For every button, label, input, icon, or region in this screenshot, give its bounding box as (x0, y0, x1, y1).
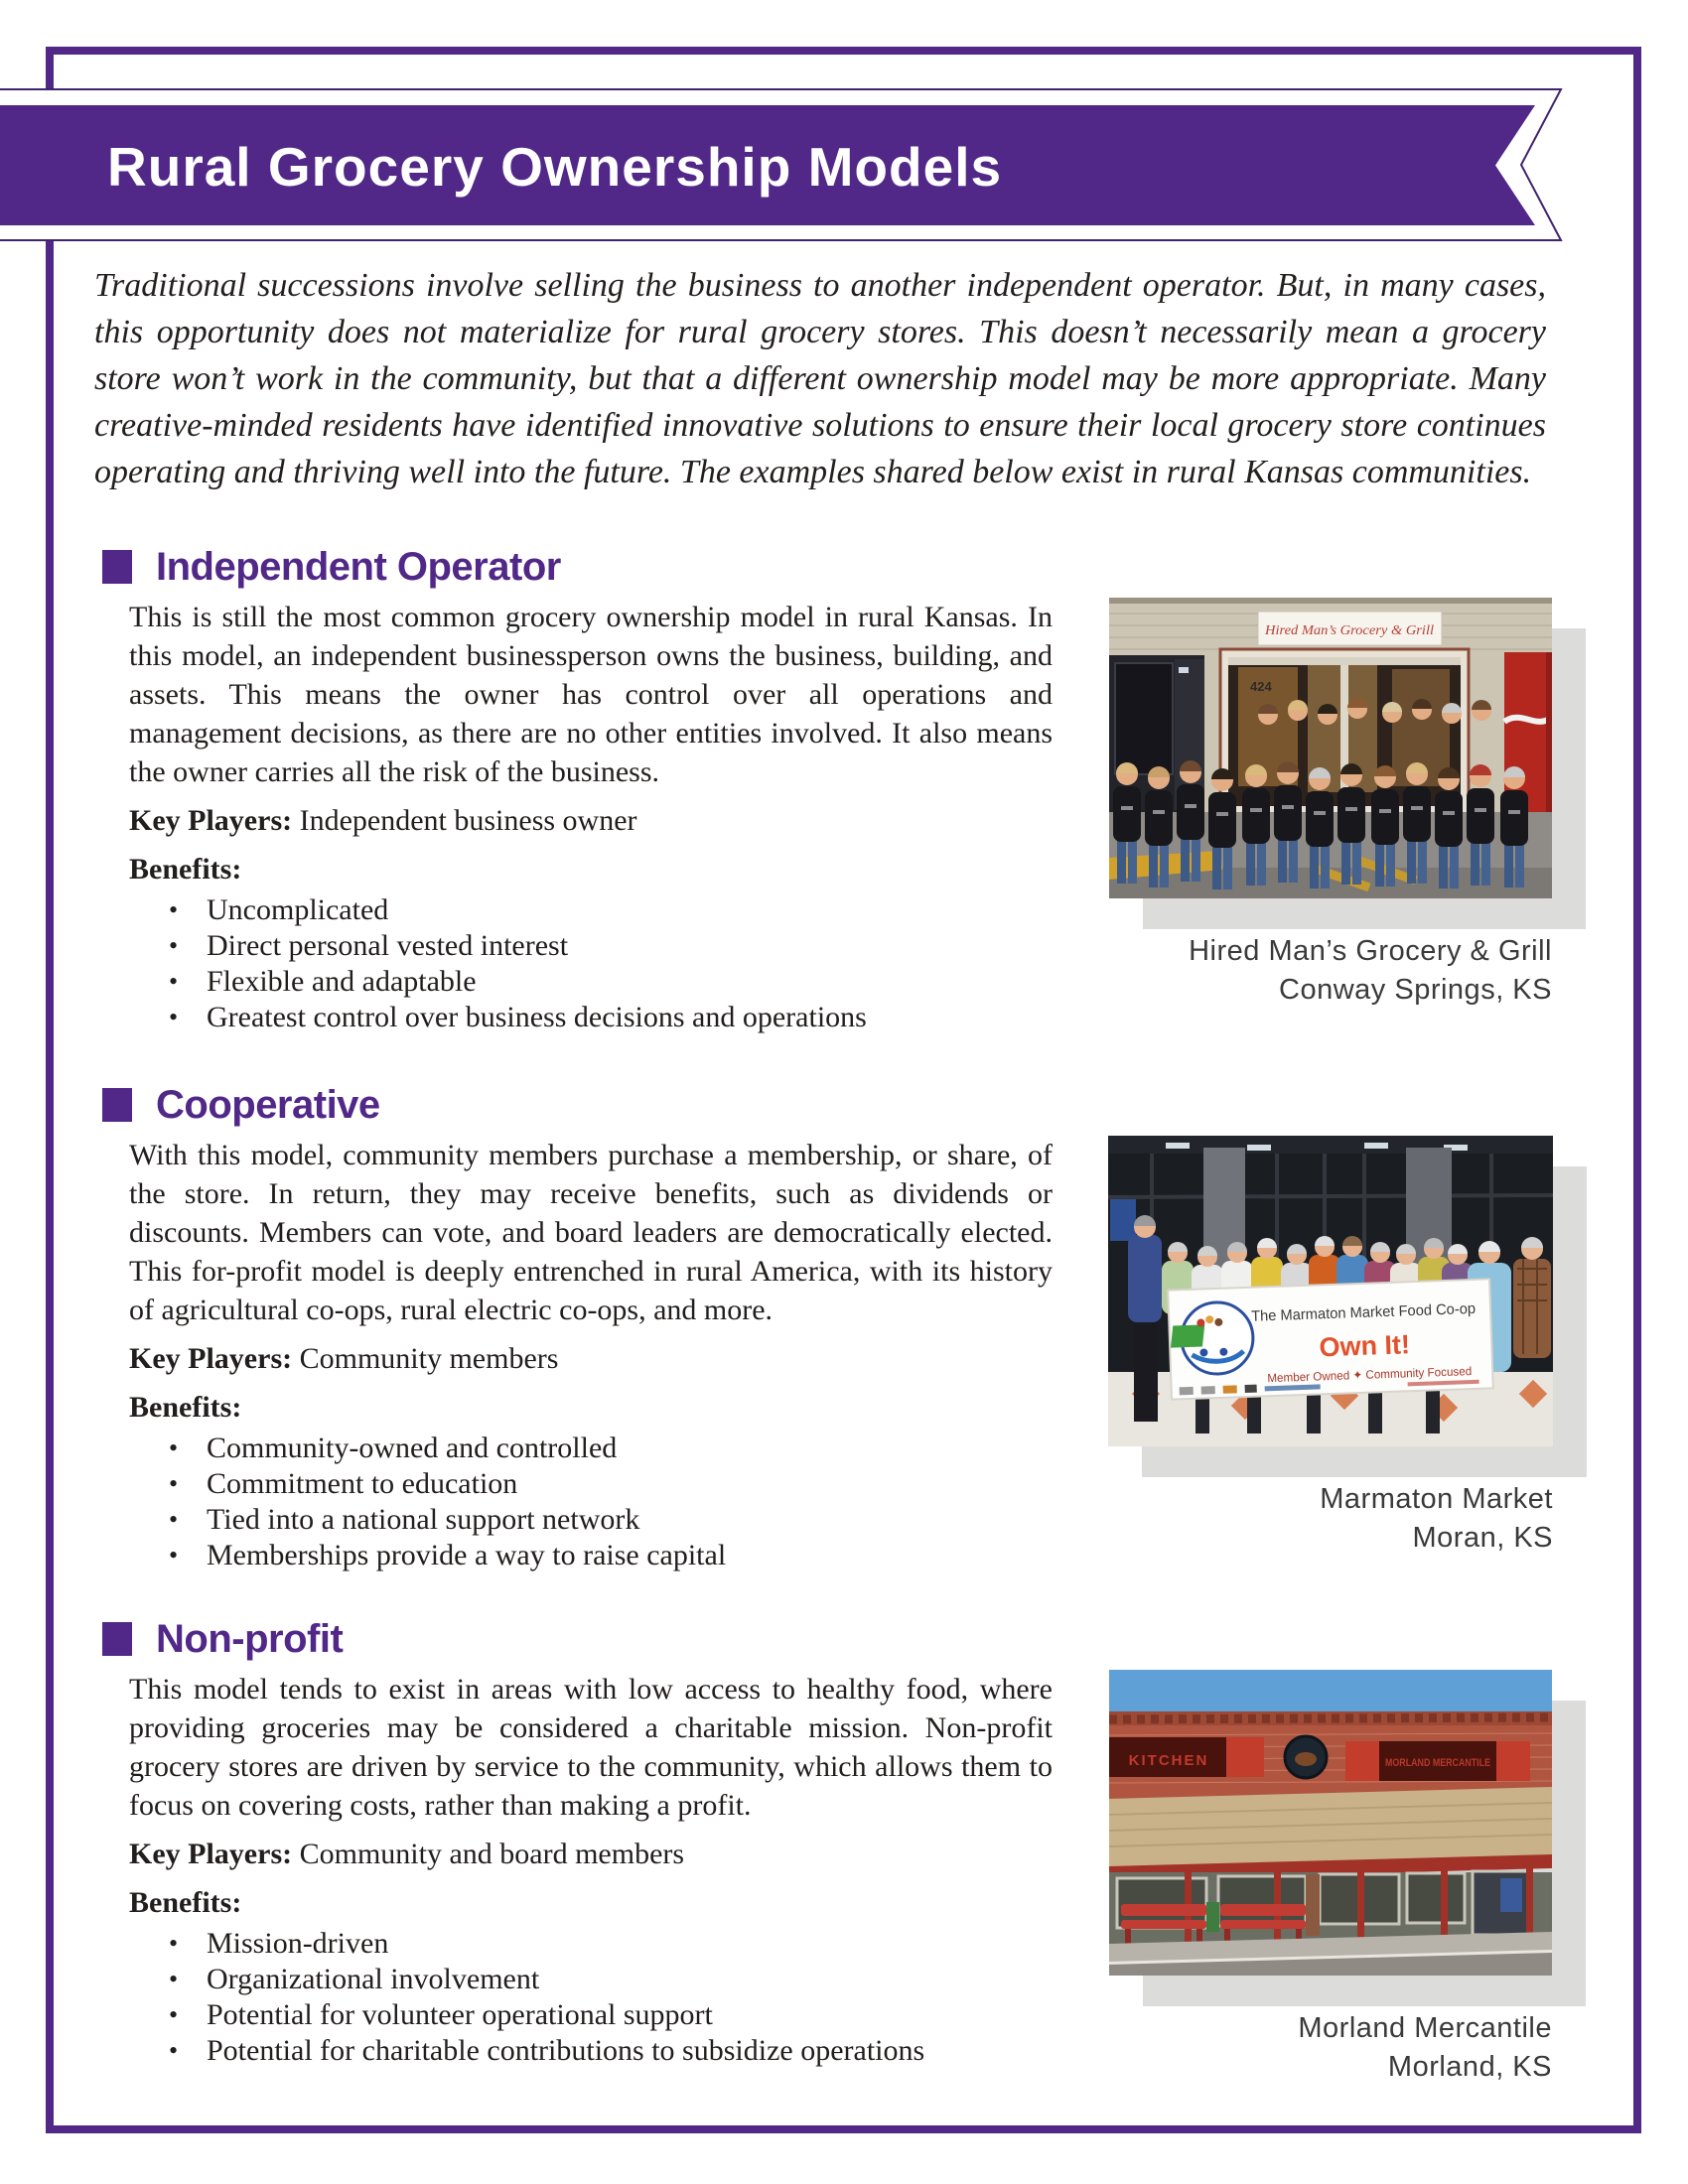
address-number-text: 424 (1250, 679, 1272, 694)
photo-figure-hired-mans (1109, 598, 1552, 1006)
benefit-item: • Community-owned and controlled (129, 1431, 1070, 1466)
caption-line-1: Marmaton Market (1320, 1483, 1553, 1515)
caption-line-2: Conway Springs, KS (1279, 974, 1552, 1006)
photo-figure-morland (1109, 1670, 1552, 2083)
section-marker-square-icon (102, 1088, 132, 1122)
key-players-value: Independent business owner (299, 804, 637, 837)
caption-line-2: Morland, KS (1387, 2051, 1552, 2083)
benefit-item: • Greatest control over business decisions and operations (129, 1000, 1070, 1035)
photo-caption (857, 2009, 1552, 2087)
benefit-item: • Commitment to education (129, 1466, 1070, 1502)
benefits-label: Benefits: (129, 853, 242, 886)
section-marker-square-icon (102, 550, 132, 584)
co-op-banner (1168, 1279, 1493, 1399)
key-players-value: Community members (299, 1342, 559, 1375)
photo-hired-mans-grocery (1109, 598, 1552, 898)
right-sign-text: MORLAND MERCANTILE (1385, 1757, 1490, 1769)
caption-line-1: Hired Man’s Grocery & Grill (1189, 935, 1552, 967)
section-body: This model tends to exist in areas with low access to healthy food, where providing groceries may be considered a charitable mission. Non-profit grocery stores are driven by service to the community, which allows them to focus on covering costs, rather than making a profit. (129, 1673, 1053, 1822)
photo-caption (857, 932, 1552, 1010)
benefit-item: • Memberships provide a way to raise capital (129, 1538, 1070, 1573)
benefits-label: Benefits: (129, 1886, 242, 1919)
benefit-item: • Mission-driven (129, 1926, 1070, 1962)
benefit-item: • Direct personal vested interest (129, 928, 1070, 964)
key-players-label: Key Players: (129, 1838, 293, 1870)
benefit-item: • Potential for charitable contributions to subsidize operations (129, 2033, 1070, 2069)
key-players-label: Key Players: (129, 804, 293, 837)
key-players-value: Community and board members (299, 1838, 685, 1870)
photo-figure-marmaton (1108, 1136, 1553, 1554)
benefit-item: • Flexible and adaptable (129, 964, 1070, 1000)
intro-paragraph: Traditional successions involve selling the business to another independent operator. But, in many cases, this opportunity does not materialize for rural grocery stores. This doesn’t necessarily mean a grocery store won’t work in the community, but that a different ownership model may be more appropriate. Many creative-minded residents have identified innovative solutions to ensure their local grocery store continues operating and thriving well into the future. The examples shared below exist in rural Kansas communities. (94, 267, 1546, 490)
photo-marmaton-market (1108, 1136, 1553, 1446)
key-players-line (129, 801, 1070, 840)
section-body: With this model, community members purchase a membership, or share, of the store. In return, they may receive benefits, such as dividends or discounts. Members can vote, and board leaders are democratically elected. This for-profit model is deeply entrenched in rural America, with its history of agricultural co-ops, rural electric co-ops, and more. (129, 1139, 1053, 1326)
benefit-item: • Uncomplicated (129, 892, 1070, 928)
page-title: Rural Grocery Ownership Models (107, 136, 1003, 198)
caption-line-2: Moran, KS (1412, 1522, 1553, 1554)
banner-tagline-text: Member Owned ✦ Community Focused (1267, 1363, 1478, 1386)
caption-line-1: Morland Mercantile (1298, 2012, 1552, 2044)
banner-own-it-text: Own It! (1319, 1329, 1411, 1363)
benefits-label: Benefits: (129, 1391, 242, 1424)
photo-morland-mercantile (1109, 1670, 1552, 1976)
section-body: This is still the most common grocery ownership model in rural Kansas. In this model, an independent businessperson owns the business, building, and assets. This means the owner has control over all operations and management decisions, as there are no other entities involved. It also means the owner carries all the risk of the business. (129, 601, 1053, 788)
benefit-item: • Potential for volunteer operational support (129, 1997, 1070, 2033)
section-title: Cooperative (156, 1083, 380, 1127)
section-non-profit (102, 1616, 1070, 2069)
key-players-label: Key Players: (129, 1342, 293, 1375)
section-heading-row (102, 1082, 1070, 1128)
section-heading-row (102, 544, 1070, 590)
section-heading-row (102, 1616, 1070, 1662)
benefit-item: • Organizational involvement (129, 1962, 1070, 1997)
section-marker-square-icon (102, 1622, 132, 1656)
benefit-item: • Tied into a national support network (129, 1502, 1070, 1538)
photo-caption (858, 1480, 1553, 1558)
store-sign-text: Hired Man’s Grocery & Grill (1263, 623, 1435, 638)
title-banner (0, 87, 1579, 244)
key-players-line (129, 1339, 1070, 1378)
section-title: Independent Operator (156, 545, 561, 589)
left-sign-text: KITCHEN (1128, 1752, 1209, 1769)
banner-title-text: The Marmaton Market Food Co-op (1250, 1299, 1481, 1325)
section-title: Non-profit (156, 1617, 344, 1661)
key-players-line (129, 1835, 1070, 1873)
